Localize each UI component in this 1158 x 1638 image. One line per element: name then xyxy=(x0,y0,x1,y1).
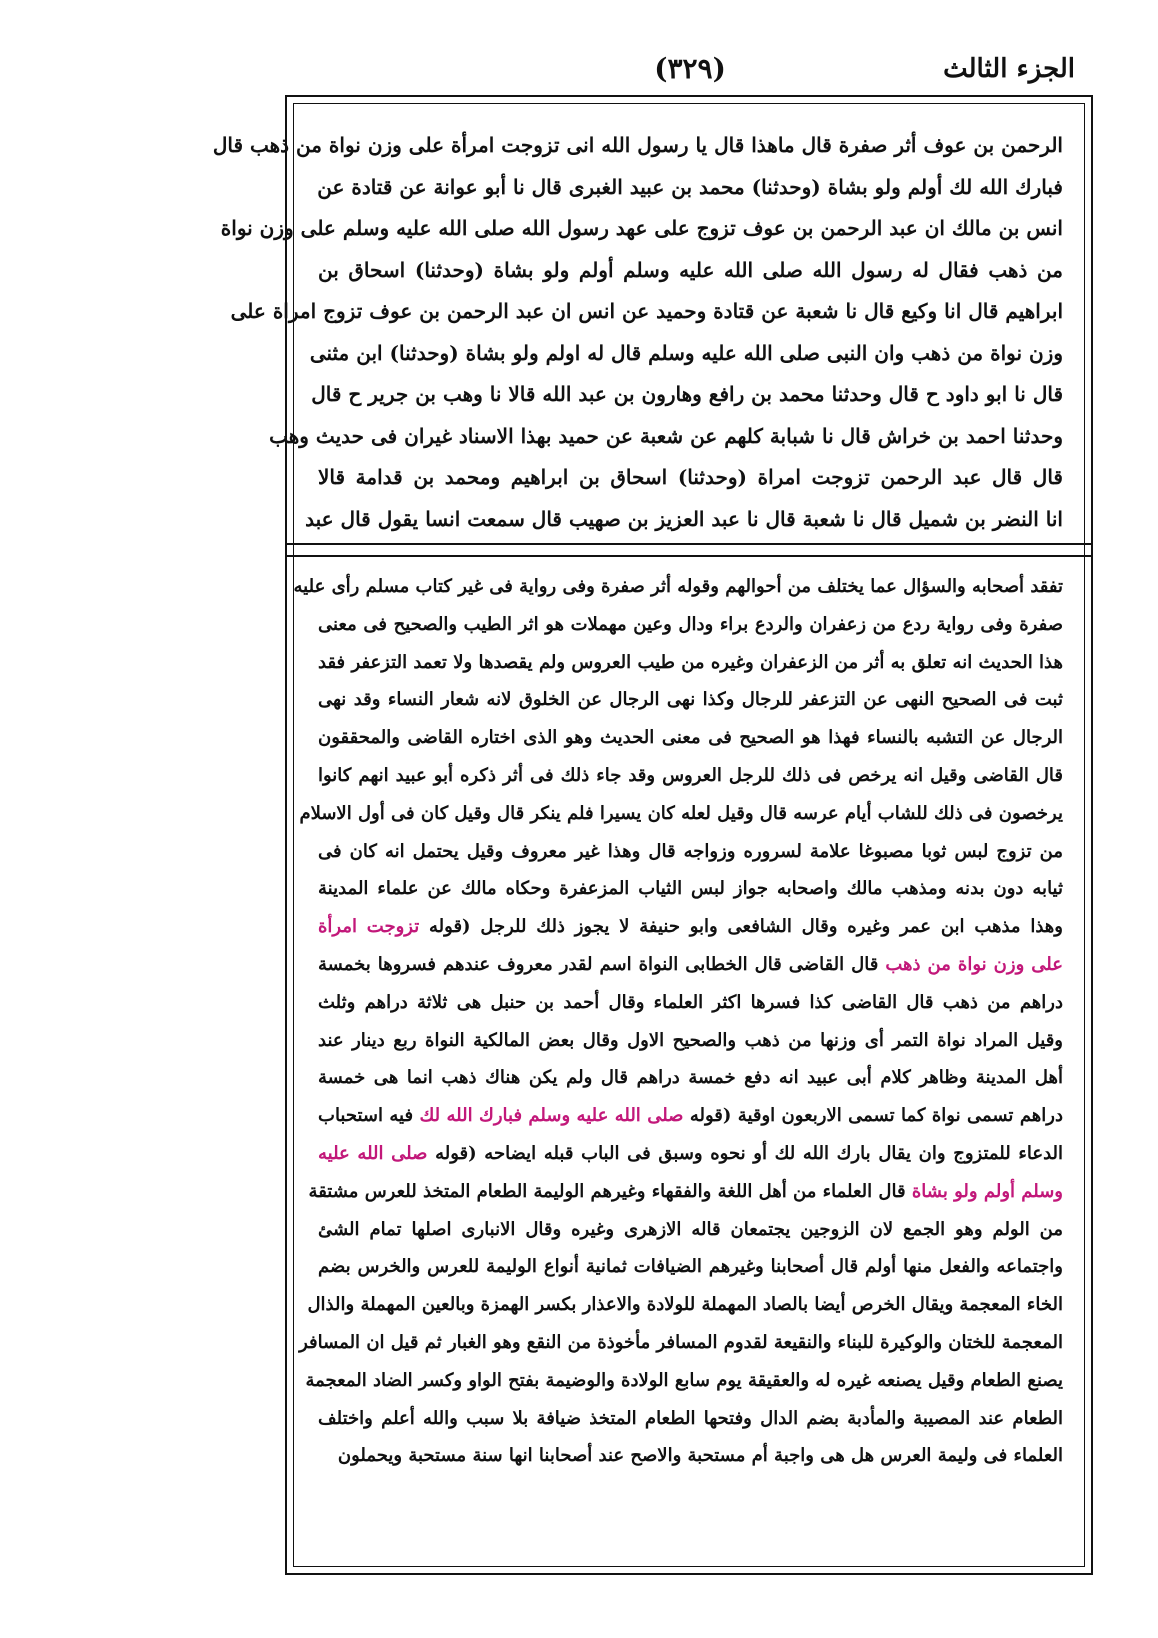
commentary-line xyxy=(299,1324,1063,1362)
commentary-line xyxy=(318,833,1063,871)
commentary-line xyxy=(318,946,1063,984)
commentary-line xyxy=(318,1211,1063,1249)
commentary-line xyxy=(318,757,1063,795)
commentary-line xyxy=(318,644,1063,682)
hadith-line: فبارك الله لك أولم ولو بشاة (وحدثنا) محمد بن عبيد الغبرى قال نا أبو عوانة عن قتادة عن xyxy=(317,174,1063,199)
hadith-text xyxy=(212,125,1063,540)
commentary-segment: العلماء فى وليمة العرس هل هى واجبة أم مستحبة والاصح عند أصحابنا انها سنة مستحبة ويحملون xyxy=(337,1445,1063,1467)
hadith-line: من ذهب فقال له رسول الله صلى الله عليه وسلم أولم ولو بشاة (وحدثنا) اسحاق بن xyxy=(318,257,1063,282)
commentary-line xyxy=(293,568,1063,606)
hadith-line: قال نا ابو داود ح قال وحدثنا محمد بن رافع وهارون بن عبد الله قالا نا وهب بن جرير ح قال xyxy=(311,382,1063,406)
commentary-line xyxy=(305,1362,1063,1400)
highlighted-quote: على وزن نواة من ذهب xyxy=(885,953,1063,975)
commentary-line xyxy=(318,1437,1063,1475)
commentary-line xyxy=(318,1135,1063,1173)
commentary-line xyxy=(318,908,1063,946)
commentary-line xyxy=(318,681,1063,719)
commentary-segment: قال القاضى قال الخطابى النواة اسم لقدر معروف عندهم فسروها بخمسة xyxy=(318,953,886,975)
commentary-segment: أهل المدينة وظاهر كلام أبى عبيد انه دفع خمسة دراهم قال ولم يكن هناك ذهب انما هى خمسة xyxy=(318,1067,1063,1089)
commentary-segment: ثيابه دون بدنه ومذهب مالك واصحابه جواز لبس الثياب المزعفرة وحكاه مالك عن علماء المدينة xyxy=(318,878,1063,900)
page-header xyxy=(285,50,1095,100)
hadith-line: وزن نواة من ذهب وان النبى صلى الله عليه وسلم قال له اولم ولو بشاة (وحدثنا) ابن مثنى xyxy=(309,340,1063,365)
commentary-line xyxy=(307,1286,1063,1324)
section-divider xyxy=(285,543,1093,557)
commentary-line xyxy=(318,1059,1063,1097)
commentary-text xyxy=(293,568,1064,1475)
commentary-line xyxy=(318,719,1063,757)
commentary-segment: وهذا مذهب ابن عمر وغيره وقال الشافعى وابو حنيفة لا يجوز ذلك للرجل (قوله xyxy=(419,916,1063,938)
commentary-line xyxy=(318,984,1063,1022)
commentary-line xyxy=(318,1097,1063,1135)
commentary-segment: الرجال عن التشبه بالنساء فهذا هو الصحيح فى معنى الحديث وهو الذى اختاره القاضى والمحققون xyxy=(318,727,1063,749)
commentary-segment: الخاء المعجمة ويقال الخرص أيضا بالصاد المهملة للولادة والاعذار بكسر الهمزة وبالعين المهملة والذال xyxy=(307,1294,1063,1316)
commentary-segment: هذا الحديث انه تعلق به أثر من الزعفران وغيره من طيب العروس ولم يقصدها ولا تعمد التزعفر فقد xyxy=(318,651,1063,673)
highlighted-quote: صلى الله عليه وسلم فبارك الله لك xyxy=(419,1105,684,1127)
highlighted-quote: تزوجت امرأة xyxy=(318,916,420,938)
commentary-line xyxy=(318,870,1063,908)
commentary-segment: من الولم وهو الجمع لان الزوجين يجتمعان قاله الازهرى وغيره وقال الانبارى اصلها تمام الشئ xyxy=(318,1218,1063,1240)
hadith-line: قال قال عبد الرحمن تزوجت امراة (وحدثنا) اسحاق بن ابراهيم ومحمد بن قدامة قالا xyxy=(318,465,1063,489)
commentary-segment: فيه استحباب xyxy=(318,1105,420,1127)
commentary-segment: من تزوج لبس ثوبا مصبوغا علامة لسروره وزواجه قال وهذا غير معروف وقيل يحتمل انه كان فى xyxy=(318,840,1063,862)
commentary-segment: ثبت فى الصحيح النهى عن التزعفر للرجال وكذا نهى الرجال عن الخلوق لانه شعار النساء وقد نهى xyxy=(318,689,1063,711)
commentary-segment: قال القاضى وقيل انه يرخص فى ذلك للرجل العروس وقد جاء ذلك فى أثر ذكره أبو عبيد انهم كانوا xyxy=(318,764,1063,786)
commentary-segment: وقيل المراد نواة التمر أى وزنها من ذهب والصحيح الاول وقال بعض المالكية النواة ربع دينار عند xyxy=(318,1029,1063,1051)
hadith-line: انس بن مالك ان عبد الرحمن بن عوف تزوج على عهد رسول الله صلى الله عليه وسلم على وزن نواة xyxy=(220,216,1063,240)
commentary-line xyxy=(318,606,1063,644)
commentary-segment: تفقد أصحابه والسؤال عما يختلف من أحوالهم وقوله أثر صفرة وفى رواية فى غير كتاب مسلم رأى عليه xyxy=(293,576,1063,597)
commentary-line xyxy=(308,1173,1063,1211)
hadith-line: الرحمن بن عوف أثر صفرة قال ماهذا قال يا رسول الله انى تزوجت امرأة على وزن نواة من ذهب قال xyxy=(212,133,1063,157)
commentary-line xyxy=(318,1400,1063,1438)
commentary-segment: يرخصون فى ذلك للشاب أيام عرسه قال وقيل لعله كان يسيرا فلم ينكر قال وقيل كان فى أول الاسلام xyxy=(299,802,1063,824)
volume-title: الجزء الثالث xyxy=(943,54,1075,84)
commentary-segment: المعجمة للختان والوكيرة للبناء والنقيعة لقدوم المسافر مأخوذة من النقع وهو الغبار ثم قيل ان المسافر xyxy=(299,1331,1063,1353)
hadith-line: ابراهيم قال انا وكيع قال نا شعبة عن قتادة وحميد عن انس ان عبد الرحمن بن عوف تزوج امراة على xyxy=(230,299,1063,323)
commentary-segment: الطعام عند المصيبة والمأدبة بضم الدال وفتحها الطعام المتخذ ضيافة بلا سبب والله أعلم واختلف xyxy=(318,1407,1063,1429)
commentary-segment: صفرة وفى رواية ردع من زعفران والردع براء ودال وعين مهملات هو اثر الطيب والصحيح فى معنى xyxy=(318,613,1063,635)
highlighted-quote: صلى الله عليه xyxy=(318,1142,428,1164)
hadith-line: انا النضر بن شميل قال نا شعبة قال نا عبد العزيز بن صهيب قال سمعت انسا يقول قال عبد xyxy=(305,506,1063,531)
commentary-segment: دراهم من ذهب قال القاضى كذا فسرها اكثر العلماء وقال أحمد بن حنبل هى ثلاثة دراهم وثلث xyxy=(318,991,1063,1013)
commentary-segment: يصنع الطعام وقيل يصنعه غيره له والعقيقة يوم سابع الولادة والوضيمة بفتح الواو وكسر الضاد المعجمة xyxy=(305,1369,1063,1391)
commentary-segment: قال العلماء من أهل اللغة والفقهاء وغيرهم الوليمة الطعام المتخذ للعرس مشتقة xyxy=(308,1180,912,1202)
commentary-segment: واجتماعه والفعل منها أولم قال أصحابنا وغيرهم الضيافات ثمانية أنواع الوليمة للعرس والخرس بضم xyxy=(318,1256,1063,1278)
commentary-segment: دراهم تسمى نواة كما تسمى الاربعون اوقية (قوله xyxy=(683,1105,1064,1127)
commentary-line xyxy=(299,795,1063,833)
highlighted-quote: وسلم أولم ولو بشاة xyxy=(911,1180,1063,1202)
commentary-segment: الدعاء للمتزوج وان يقال بارك الله لك أو نحوه وسبق فى الباب قبله ايضاحه (قوله xyxy=(427,1142,1064,1164)
commentary-line xyxy=(318,1022,1063,1060)
hadith-line: وحدثنا احمد بن خراش قال نا شبابة كلهم عن شعبة عن حميد بهذا الاسناد غيران فى حديث وهب xyxy=(269,423,1063,448)
page-number: (٣٢٩) xyxy=(654,52,726,85)
commentary-line xyxy=(318,1248,1063,1286)
